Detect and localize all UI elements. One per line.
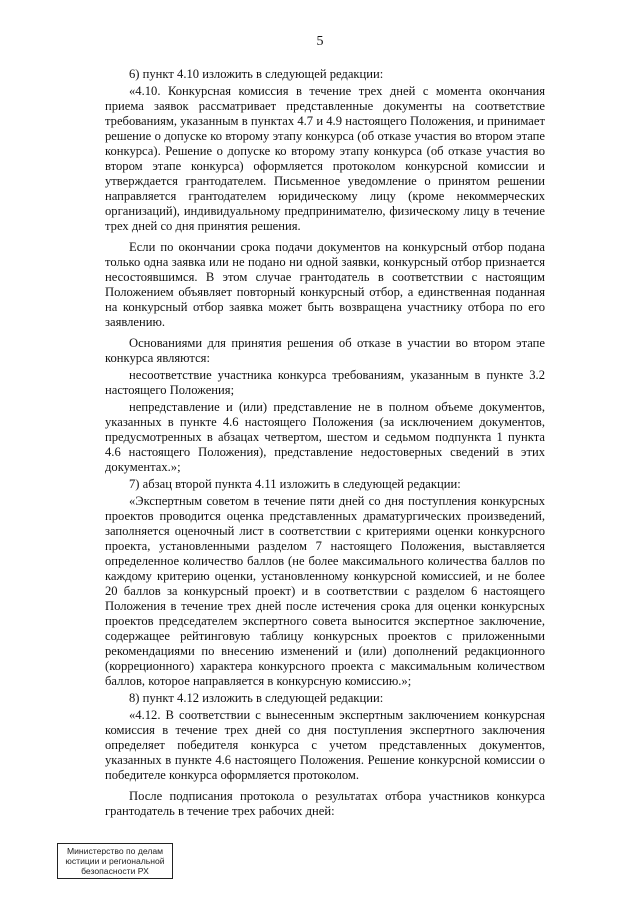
- stamp-line: безопасности РХ: [81, 866, 149, 876]
- paragraph-4-12: «4.12. В соответствии с вынесенным экспертным заключением конкурсная комиссия в течение трех дней со дня поступления экспертного заключения определяет победителя конкурса с учетом представленных документов, указанных в пункте 4.6 настоящего Положения. Решение конкурсной комиссии о победителе конкурса оформляется протоколом.: [105, 708, 545, 782]
- list-item-nonsubmission: непредставление и (или) представление не в полном объеме документов, указанных в пункте 4.6 настоящего Положения (за исключением документов, предусмотренных в абзацах четвертом, шестом и седьмом подпункта 1 пункта 4.6 настоящего Положения), представление недостоверных сведений в этих документах.»;: [105, 400, 545, 474]
- paragraph-single-application: Если по окончании срока подачи документов на конкурсный отбор подана только одна заявка или не подано ни одной заявки, конкурсный отбор признается несостоявшимся. В этом случае грантодатель в соответствии с настоящим Положением объявляет повторный конкурсный отбор, а единственная поданная на конкурсный отбор заявка может быть возвращена участнику отбора по его заявлению.: [105, 240, 545, 329]
- paragraph-expert-council: «Экспертным советом в течение пяти дней со дня поступления конкурсных проектов проводится оценка представленных драматургических произведений, заполняется оценочный лист в соответствии с критериями оценки конкурсного проекта, установленными разделом 7 настоящего Положения, выставляется определенное количество баллов (не более максимального количества баллов по каждому критерию оценки, установленному конкурсной комиссией, и не более 20 баллов за конкурсный проект) и в соответствии с разделом 6 настоящего Положения в течение трех дней после истечения срока для оценки конкурсных проектов председателем экспертного совета выносится экспертное заключение, содержащее рейтинговую таблицу конкурсных проектов с приложенными рекомендациями по внесению изменений и (или) дополнений редакционного (корреционного) характера конкурсного проекта с максимальным количеством баллов, которое направляется в конкурсную комиссию.»;: [105, 494, 545, 688]
- paragraph-amendment-8: 8) пункт 4.12 изложить в следующей редакции:: [129, 691, 384, 705]
- page-number: 5: [316, 34, 324, 49]
- list-item-nonconformity: несоответствие участника конкурса требованиям, указанным в пункте 3.2 настоящего Положения;: [105, 368, 545, 397]
- paragraph-amendment-7: 7) абзац второй пункта 4.11 изложить в следующей редакции:: [129, 477, 461, 491]
- ministry-stamp: [57, 843, 173, 879]
- document-body: [105, 67, 545, 821]
- stamp-line: юстиции и региональной: [65, 856, 165, 866]
- stamp-line: Министерство по делам: [66, 846, 164, 856]
- paragraph-after-signing: После подписания протокола о результатах отбора участников конкурса грантодатель в течение трех рабочих дней:: [105, 789, 545, 818]
- paragraph-amendment-6: 6) пункт 4.10 изложить в следующей редакции:: [129, 67, 384, 81]
- paragraph-refusal-grounds: Основаниями для принятия решения об отказе в участии во втором этапе конкурса являются:: [105, 336, 545, 365]
- paragraph-4-10: «4.10. Конкурсная комиссия в течение трех дней с момента окончания приема заявок рассматривает представленные документы на соответствие требованиям, указанным в пунктах 4.7 и 4.9 настоящего Положения, и принимает решение о допуске ко второму этапу конкурса (об отказе участия во втором этапе конкурса). Решение о допуске ко второму этапу конкурса (об отказе участия во втором этапе конкурса) оформляется протоколом конкурсной комиссии и утверждается грантодателем. Письменное уведомление о принятом решении направляется грантодателем юридическому лицу (кроме некоммерческих организаций), индивидуальному предпринимателю, физическому лицу в течение трех дней со дня принятия решения.: [105, 84, 545, 233]
